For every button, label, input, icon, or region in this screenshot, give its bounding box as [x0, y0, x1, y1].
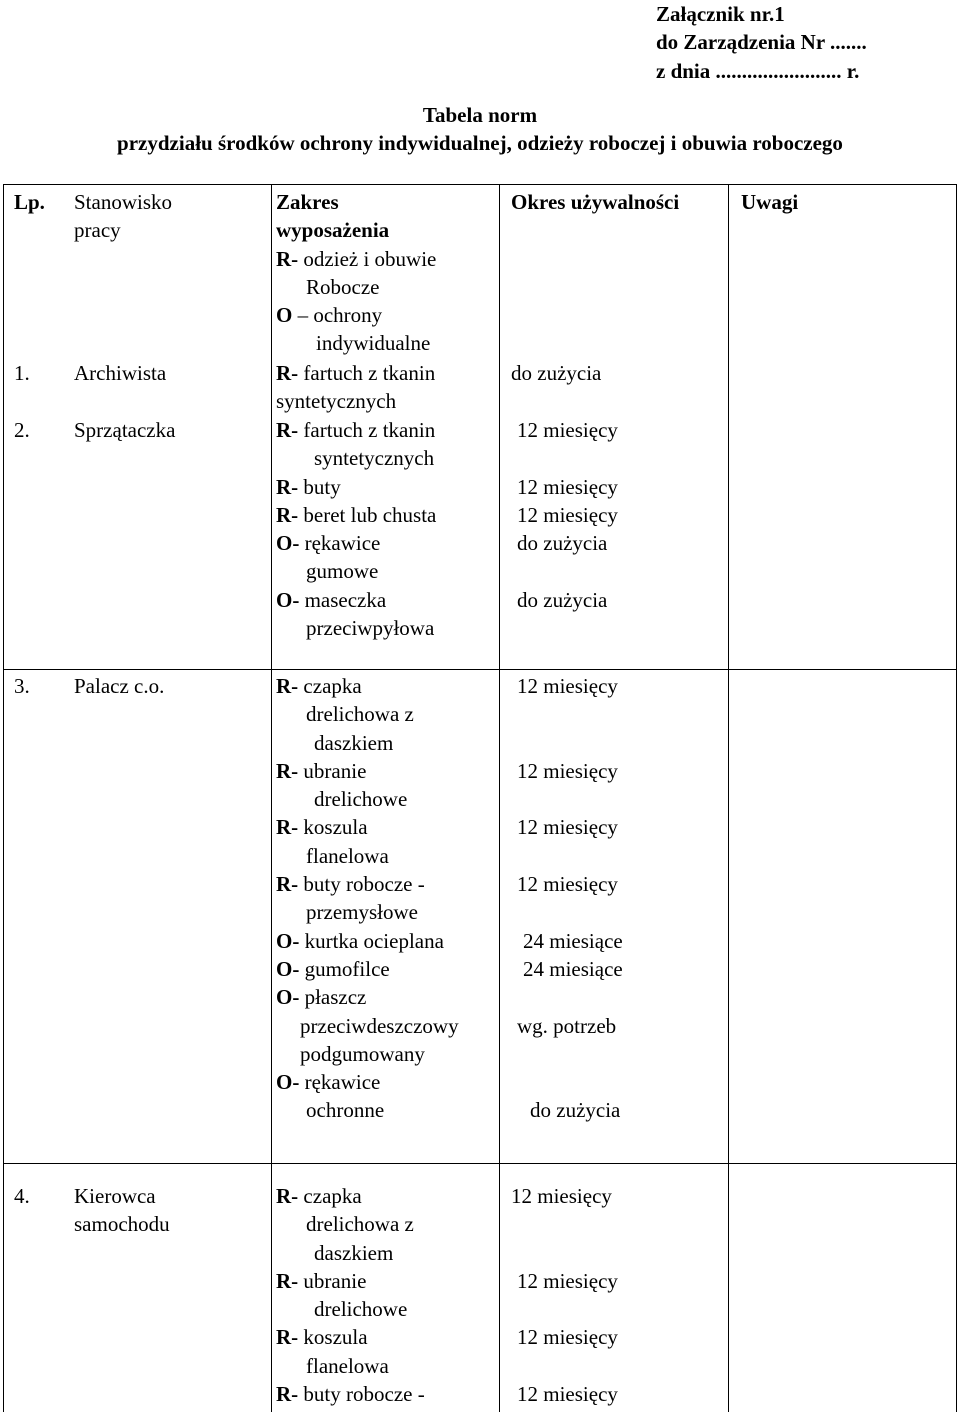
code-label: O-: [276, 531, 300, 556]
item-text-cont: drelichowa z: [306, 702, 414, 727]
position-line: samochodu: [74, 1212, 170, 1237]
item-text-cont: syntetycznych: [314, 446, 435, 471]
code-label: R-: [276, 758, 299, 783]
column-divider: [728, 185, 729, 1412]
item-text: czapka: [298, 674, 362, 698]
code-label: R-: [276, 474, 299, 499]
code-label: R-: [276, 502, 299, 527]
row-period: do zużycia: [511, 361, 602, 385]
period-value: 12 miesięcy: [517, 872, 618, 897]
code-label: O-: [276, 928, 300, 953]
code-label: R-: [276, 1268, 299, 1293]
scope-text: – ochrony: [292, 303, 383, 328]
code-label: O: [276, 303, 293, 328]
period-value: 24 miesiące: [523, 928, 623, 953]
code-label: R-: [276, 1184, 299, 1208]
row-periods: [517, 416, 618, 614]
item-text-cont: daszkiem: [314, 1240, 394, 1265]
period-value: 12 miesięcy: [517, 1382, 618, 1407]
row-position: Sprzątaczka: [74, 418, 176, 442]
column-divider: [499, 185, 500, 1412]
item-text-cont: przeciwdeszczowy: [300, 1013, 459, 1038]
item-text: koszula: [298, 815, 368, 840]
item-text: ubranie: [298, 1268, 367, 1293]
title-line-1: Tabela norm: [422, 103, 538, 127]
column-divider: [271, 185, 272, 1412]
period-value: do zużycia: [517, 531, 608, 556]
item-text: fartuch z tkanin: [298, 418, 436, 442]
annex-line-3: z dnia ........................ r.: [656, 58, 860, 83]
item-text-cont: gumowe: [306, 559, 379, 584]
annex-line-2: do Zarządzenia Nr .......: [656, 30, 867, 55]
header-scope-title: wyposażenia: [276, 218, 390, 243]
period-value: do zużycia: [517, 587, 608, 612]
item-text-cont: ochronne: [306, 1098, 385, 1123]
code-label: O-: [276, 956, 300, 981]
row-items: [276, 416, 436, 642]
code-label: R-: [276, 361, 299, 385]
item-text-cont: flanelowa: [306, 843, 389, 868]
row-items: [276, 1182, 425, 1408]
row-position: Palacz c.o.: [74, 674, 165, 698]
item-text: buty robocze -: [298, 872, 425, 897]
item-text-cont: przemysłowe: [306, 900, 418, 925]
period-value: 12 miesięcy: [517, 815, 618, 840]
scope-text-cont: Robocze: [306, 274, 380, 299]
code-label: O-: [276, 587, 300, 612]
period-value: 12 miesięcy: [517, 474, 618, 499]
item-text: rękawice: [299, 531, 381, 556]
header-position: [74, 188, 172, 245]
code-label: R-: [276, 1382, 299, 1407]
code-label: R-: [276, 246, 299, 271]
item-text: czapka: [298, 1184, 362, 1208]
code-label: R-: [276, 1325, 299, 1350]
code-label: R-: [276, 418, 299, 442]
row-lp: 4.: [14, 1184, 30, 1208]
period-value: 12 miesięcy: [517, 1268, 618, 1293]
scope-text: odzież i obuwie: [298, 246, 437, 271]
row-periods: [517, 672, 623, 1125]
item-text-cont: podgumowany: [300, 1041, 425, 1066]
period-value: 12 miesięcy: [517, 1325, 618, 1350]
item-text: buty robocze -: [298, 1382, 425, 1407]
title-line-2: przydziału środków ochrony indywidualnej, odzieży roboczej i obuwia roboczego: [117, 131, 843, 156]
code-label: R-: [276, 872, 299, 897]
item-text: maseczka: [299, 587, 387, 612]
header-scope-title: Zakres: [276, 190, 339, 214]
header-lp: Lp.: [14, 190, 45, 214]
scope-text-cont: indywidualne: [316, 331, 431, 356]
item-text: buty: [298, 474, 341, 499]
period-value: 12 miesięcy: [517, 674, 618, 698]
row-periods: [511, 1182, 618, 1408]
item-text: kurtka ocieplana: [299, 928, 444, 953]
item-text: rękawice: [299, 1070, 381, 1095]
annex-header: [656, 0, 867, 85]
row-lp: 2.: [14, 418, 30, 442]
item-text: płaszcz: [299, 985, 367, 1010]
item-text: ubranie: [298, 758, 367, 783]
norms-table: [3, 184, 957, 1412]
row-lp: 1.: [14, 361, 30, 385]
header-period: Okres używalności: [511, 190, 680, 214]
item-text: fartuch z tkanin: [298, 361, 436, 385]
item-text: gumofilce: [299, 956, 390, 981]
period-value: 12 miesięcy: [511, 1184, 612, 1208]
row-items: [276, 672, 459, 1125]
header-position-line: pracy: [74, 218, 121, 243]
row-position: Archiwista: [74, 361, 167, 385]
header-position-line: Stanowisko: [74, 190, 173, 214]
period-value: 12 miesięcy: [517, 418, 618, 442]
item-text-cont: drelichowa z: [306, 1212, 414, 1237]
item-text-cont: drelichowe: [314, 1297, 408, 1322]
code-label: O-: [276, 1070, 300, 1095]
period-value: 12 miesięcy: [517, 502, 618, 527]
item-text-cont: daszkiem: [314, 730, 394, 755]
item-text-cont: drelichowe: [314, 787, 408, 812]
period-value: wg. potrzeb: [517, 1013, 617, 1038]
period-value: 12 miesięcy: [517, 758, 618, 783]
row-items: [276, 359, 435, 416]
period-value: do zużycia: [530, 1098, 621, 1123]
position-line: Kierowca: [74, 1184, 156, 1208]
header-scope: [276, 188, 436, 358]
code-label: R-: [276, 674, 299, 698]
item-text-cont: syntetycznych: [276, 389, 397, 414]
item-text-cont: przeciwpyłowa: [306, 616, 435, 641]
row-divider: [4, 1163, 956, 1164]
row-divider: [4, 669, 956, 670]
row-position: [74, 1182, 170, 1239]
header-notes: Uwagi: [741, 190, 799, 214]
code-label: O-: [276, 985, 300, 1010]
document-title: [0, 101, 960, 158]
item-text-cont: flanelowa: [306, 1353, 389, 1378]
row-lp: 3.: [14, 674, 30, 698]
item-text: koszula: [298, 1325, 368, 1350]
annex-line-1: Załącznik nr.1: [656, 2, 785, 26]
period-value: 24 miesiące: [523, 956, 623, 981]
code-label: R-: [276, 815, 299, 840]
item-text: beret lub chusta: [298, 502, 437, 527]
